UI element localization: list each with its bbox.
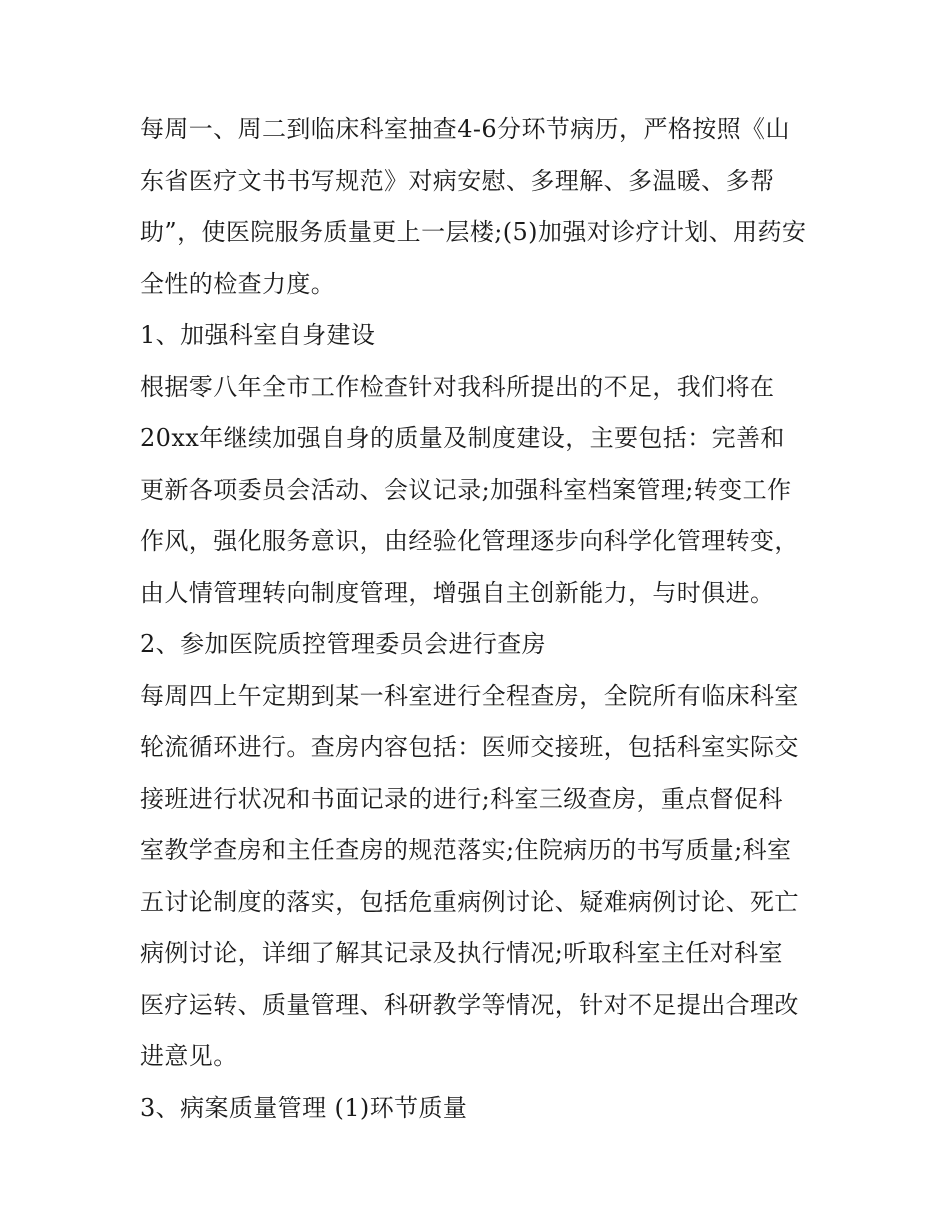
text-line: 轮流循环进行。查房内容包括：医师交接班，包括科室实际交 [140,733,799,761]
text-line: 根据零八年全市工作检查针对我科所提出的不足，我们将在 [140,372,775,401]
text-line: 全性的检查力度。 [140,269,336,298]
text-line: 进意见。 [140,1042,238,1070]
text-line: 助”，使医院服务质量更上一层楼;(5)加强对诊疗计划、用药安 [140,218,807,246]
text-line: 更新各项委员会活动、会议记录;加强科室档案管理;转变工作 [140,475,792,504]
text-line: 病例讨论，详细了解其记录及执行情况;听取科室主任对科室 [140,939,783,967]
text-line: 由人情管理转向制度管理，增强自主创新能力，与时俱进。 [140,578,775,607]
text-line: 每周四上午定期到某一科室进行全程查房，全院所有临床科室 [140,681,799,710]
text-line: 五讨论制度的落实，包括危重病例讨论、疑难病例讨论、死亡 [140,887,799,916]
text-line: 作风，强化服务意识，由经验化管理逐步向科学化管理转变， [140,527,799,555]
text-line: 20xx年继续加强自身的质量及制度建设，主要包括：完善和 [140,424,785,452]
section-heading: 1、加强科室自身建设 [140,321,376,349]
document-body [140,104,820,1134]
section-heading: 2、参加医院质控管理委员会进行查房 [140,630,547,658]
text-line: 医疗运转、质量管理、科研教学等情况，针对不足提出合理改 [140,990,799,1019]
text-line: 每周一、周二到临床科室抽查4-6分环节病历，严格按照《山 [140,115,790,143]
text-line: 接班进行状况和书面记录的进行;科室三级查房，重点督促科 [140,784,783,813]
text-line: 东省医疗文书书写规范》对病安慰、多理解、多温暖、多帮 [140,166,775,195]
text-line: 室教学查房和主任查房的规范落实;住院病历的书写质量;科室 [140,836,792,864]
section-heading: 3、病案质量管理 (1)环节质量 [140,1093,468,1122]
